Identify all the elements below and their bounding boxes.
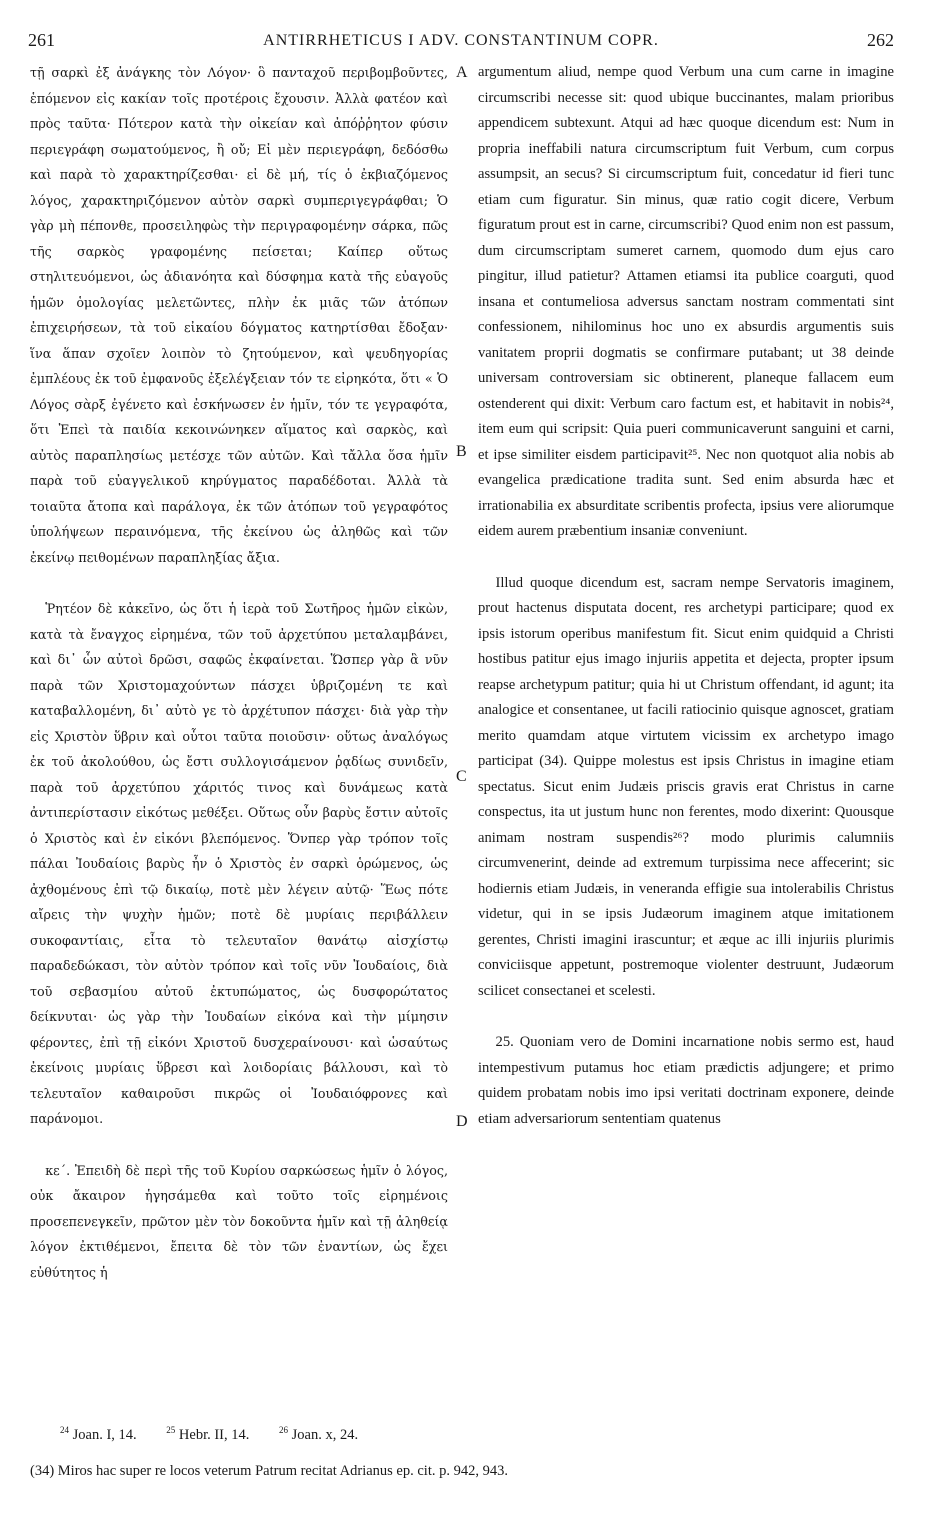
footnote-26-number: 26 [279,1425,289,1435]
running-title: ANTIRRHETICUS I ADV. CONSTANTINUM COPR. [263,32,659,49]
footnote-25-number: 25 [166,1425,176,1435]
section-marker-b: B [456,443,467,460]
scripture-footnotes [60,1425,384,1444]
footnote-26-text: Joan. x, 24. [291,1426,359,1443]
greek-paragraph-2: Ῥητέον δὲ κἀκεῖνο, ὡς ὅτι ἡ ἱερὰ τοῦ Σωτῆρος ἡμῶν εἰκὼν, κατὰ τὰ ἔναγχος εἰρημένα, τῶν τοῦ ἀρχετύπου μεταλαμβάνει, καὶ δι᾽ ὧν αὐτοὶ δρῶσι, σαφῶς ἐκφαίνεται. Ὥσπερ γὰρ ἃ νῦν παρὰ τῶν Χριστομαχούντων πάσχει ὑβριζομένη τε καὶ καταβαλλομένη, δι᾽ αὐτὸ γε τὸ ἀρχέτυπον πάσχει· διὰ γὰρ τὴν εἰς Χριστὸν ὕβριν καὶ οὗτοι ταῦτα ποιοῦσιν· οὕτως ἀναλόγως ἐκ τοῦ ἀκολούθου, ὡς ἔστι συλλογισάμενον ῥᾳδίως συνιδεῖν, παρὰ τοῦ ἀρχετύπου χάριτός τινος καὶ δυνάμεως κατὰ ἀντιπερίστασιν εἰκότως μεθέξει. Οὕτως οὖν βαρὺς ἔστιν αὐτοῖς ὁ Χριστὸς καὶ ἐν εἰκόνι βλεπόμενος. Ὅνπερ γὰρ τρόπον τοῖς πάλαι Ἰουδαίοις βαρὺς ἦν ὁ Χριστὸς ἐν σαρκὶ ὁρώμενος, ὡς ἀχθομένους ἐπὶ τῷ δικαίῳ, ποτὲ μὲν λέγειν αὐτῷ· Ἕως πότε αἴρεις τὴν ψυχὴν ἡμῶν; ποτὲ δὲ μυρίαις περιβάλλειν συκοφαντίαις, εἶτα τὸ τελευταῖον θανάτῳ αἰσχίστῳ παραδεδώκασι, τὸν αὐτὸν τρόπον καὶ τοῖς νῦν Ἰουδαίοις, διὰ τοῦ σεβασμίου αὐτοῦ ἐκτυπώματος, ὡς δυσφορώτατος δείκνυται· ὡς γὰρ τὴν Ἰουδαίων εἰκόνα καὶ τὴν μίμησιν φέροντες, ἐπὶ τῇ εἰκόνι Χριστοῦ δυσχεραίνουσι· καὶ ὡσαύτως ἐκείνοις μυρίαις ὕβρεσι καὶ λοιδορίαις βάλλουσι, καὶ τὸ τελευταῖον καθαιροῦσι πικρῶς οἱ Ἰουδαιόφρονες καὶ παράνομοι. [30,601,448,1126]
greek-column [30,60,448,1360]
greek-paragraph-1: τῇ σαρκὶ ἐξ ἀνάγκης τὸν Λόγον· ὃ πανταχοῦ περιβομβοῦντες, ἑπόμενον εἰς κακίαν τοῖς προτέροις ἔχουσιν. Ἀλλὰ φατέον καὶ πρὸς ταῦτα· Πότερον κατὰ τὴν οἰκείαν καὶ ἀπόῤῥητον φύσιν περιεγράφη σωματούμενος, ἢ οὔ; Εἰ μὲν περιεγράφη, δεδόσθω καὶ παρὰ τὸ χαρακτηρίζεσθαι· εἰ δὲ μή, τίς ὁ ἐκβιαζόμενος λόγος, χαρακτηριζόμενον αὐτὸν σαρκὶ συμπεριγεγράφθαι; Ὁ γὰρ μὴ πέπονθε, προσειληφὼς τὴν περιγραφομένην σάρκα, πῶς τῆς σαρκὸς γραφομένης πείσεται; Καίπερ οὕτως στηλιτευόμενοι, ὡς ἀδιανόητα καὶ δύσφημα κατὰ τῆς εὐαγοῦς ἡμῶν ὁμολογίας μελετῶντες, πλὴν ἐκ μιᾶς τῶν ἀτόπων ἐπιχειρήσεων, τὰ τοῦ εἰκαίου δόγματος κατηρτίσθαι ἔδοξαν· ἵνα ἅπαν σχοῖεν λοιπὸν τὸ ζητούμενον, καὶ ψευδηγορίας ἐμπλέους ἐκ τοῦ ἐμφανοῦς ἐξελέγξειαν τόν τε εἰρηκότα, ὅτι « Ὁ Λόγος σὰρξ ἐγένετο καὶ ἐσκήνωσεν ἐν ἡμῖν, τόν τε γεγραφότα, ὅτι Ἐπεὶ τὰ παιδία κεκοινώνηκεν αἵματος καὶ σαρκὸς, καὶ αὐτὸς παραπλησίως μετέσχε τῶν αὐτῶν. Καὶ τἄλλα ὅσα ἡμῖν παρὰ τοῦ εὐαγγελικοῦ κηρύγματος παραδέδοται. Ἀλλὰ τὰ τοιαῦτα ἄτοπα καὶ παράλογα, ἐκ τῶν ἀτόπων τοῦ γεγραφότος ὑπολήψεων περαινόμενα, τῆς ἐκείνου ὡς ἀληθῶς καὶ τῶν ἐκείνῳ πειθομένων παραπληξίας ἄξια. [30,65,448,565]
footnote-25 [166,1427,249,1443]
latin-column [478,60,894,1360]
section-marker-a: A [456,64,468,81]
latin-paragraph-2: Illud quoque dicendum est, sacram nempe Servatoris imaginem, prout hactenus disputata docent, res archetypi participare; quod ex ipsis istorum operibus manifestum fit. Sicut enim quidquid a Christi hostibus patitur ejus imago injuriis appetita et dejecta, propter ipsum reapse archetypum patitur; quia hi ut Christum offendant, id agunt; ita analogice et consentanee, ut facili ratiocinio quisque agnoscet, gratiam merito quamdam atque virtutem vicissim ex archetypo imago participat (34). Quippe molestus est ipsis Christus in imagine etiam spectatus. Sicut enim Judæis priscis gravis erat Christus in carne conspectus, ita ut justum hunc non ferentes, modo dixerint: Quousque animam nostram suspendis²⁶? modo plurimis calumniis circumvenerint, deinde ad extremum turpissima nece affecerint; sic hodiernis etiam Judæis, in veneranda effigie sua intolerabilis Christus videtur, qui in se ipsis Judæorum imaginem atque imitationem gerentes, Christi imagini irascuntur; et æque ac illi injuriis plurimis conviciisque appetunt, postremoque violenter destruunt, Judæorum scilicet consectanei et scelesti. [478,574,894,999]
latin-paragraph-3: 25. Quoniam vero de Domini incarnatione nobis sermo est, haud intempestivum putamus hoc etiam prædictis adjungere; et primo quidem probatam nobis imo ipsi veritati doctrinam exponere, deinde etiam adversariorum sententiam quatenus [478,1034,894,1127]
greek-paragraph-3: κε΄. Ἐπειδὴ δὲ περὶ τῆς τοῦ Κυρίου σαρκώσεως ἡμῖν ὁ λόγος, οὐκ ἄκαιρον ἡγησάμεθα καὶ τοῦτο τοῖς εἰρημένοις προσεπενεγκεῖν, πρῶτον μὲν τὸν δοκοῦντα ἡμῖν καὶ τῇ ἀληθείᾳ λόγον ἐκτιθέμενοι, ἔπειτα δὲ τὸν τῶν ἐναντίων, ὡς ἔχει εὐθύτητος ἡ [30,1162,448,1280]
editor-note: (34) Miros hac super re locos veterum Patrum recitat Adrianus ep. cit. p. 942, 943. [30,1463,508,1479]
footnote-24-number: 24 [60,1425,69,1435]
footnote-26 [279,1427,358,1443]
section-marker-d: D [456,1113,468,1130]
page-number-right: 262 [867,30,894,50]
footnote-24 [60,1427,137,1443]
footnote-24-text: Joan. I, 14. [72,1426,137,1443]
latin-paragraph-1: argumentum aliud, nempe quod Verbum una cum carne in imagine circumscribi necesse sit: quod ubique buccinantes, malam prioribus appendicem subtexunt. Atqui ad hæc quoque dicendum est: Num in propria ineffabili natura circumscriptum fuit Verbum, cum corpus assumpsit, an secus? Si circumscriptum fuit, concedatur id fieri tunc etiam cum figuratur. Sin minus, quæ ratio cogit dicere, Verbum figuratum prout est in carne, circumscribi? Quod enim non est passum, dum circumscriptam sumeret carnem, quomodo dum ejus caro pingitur, illud patietur? Attamen etiamsi ita publice coarguti, quod insana et contumeliosa adversus sanctam nostram commentati sint confessionem, nihilominus hoc uno ex absurdis argumentis suis vanitatem proprii dogmatis se confirmare putabant; ut 38 deinde universam controversiam sic obtinerent, planeque fallacem eum ostenderent qui dixit: Verbum caro factum est, et habitavit in nobis²⁴, item eum qui scripsit: Quia pueri communicaverunt sanguini et carni, et ipse similiter eisdem participavit²⁵. Nec non quotquot alia nobis ab evangelica prædicatione tradita sunt. Sed enim absurda hæc et irrationabilia ex absurditate scribentis profecta, ipsius vere aliorumque eidem aurem præbentium insaniæ conveniunt. [478,64,894,539]
page-number-left: 261 [28,30,55,50]
footnote-25-text: Hebr. II, 14. [178,1426,250,1443]
section-marker-c: C [456,768,467,785]
running-header [28,30,894,54]
